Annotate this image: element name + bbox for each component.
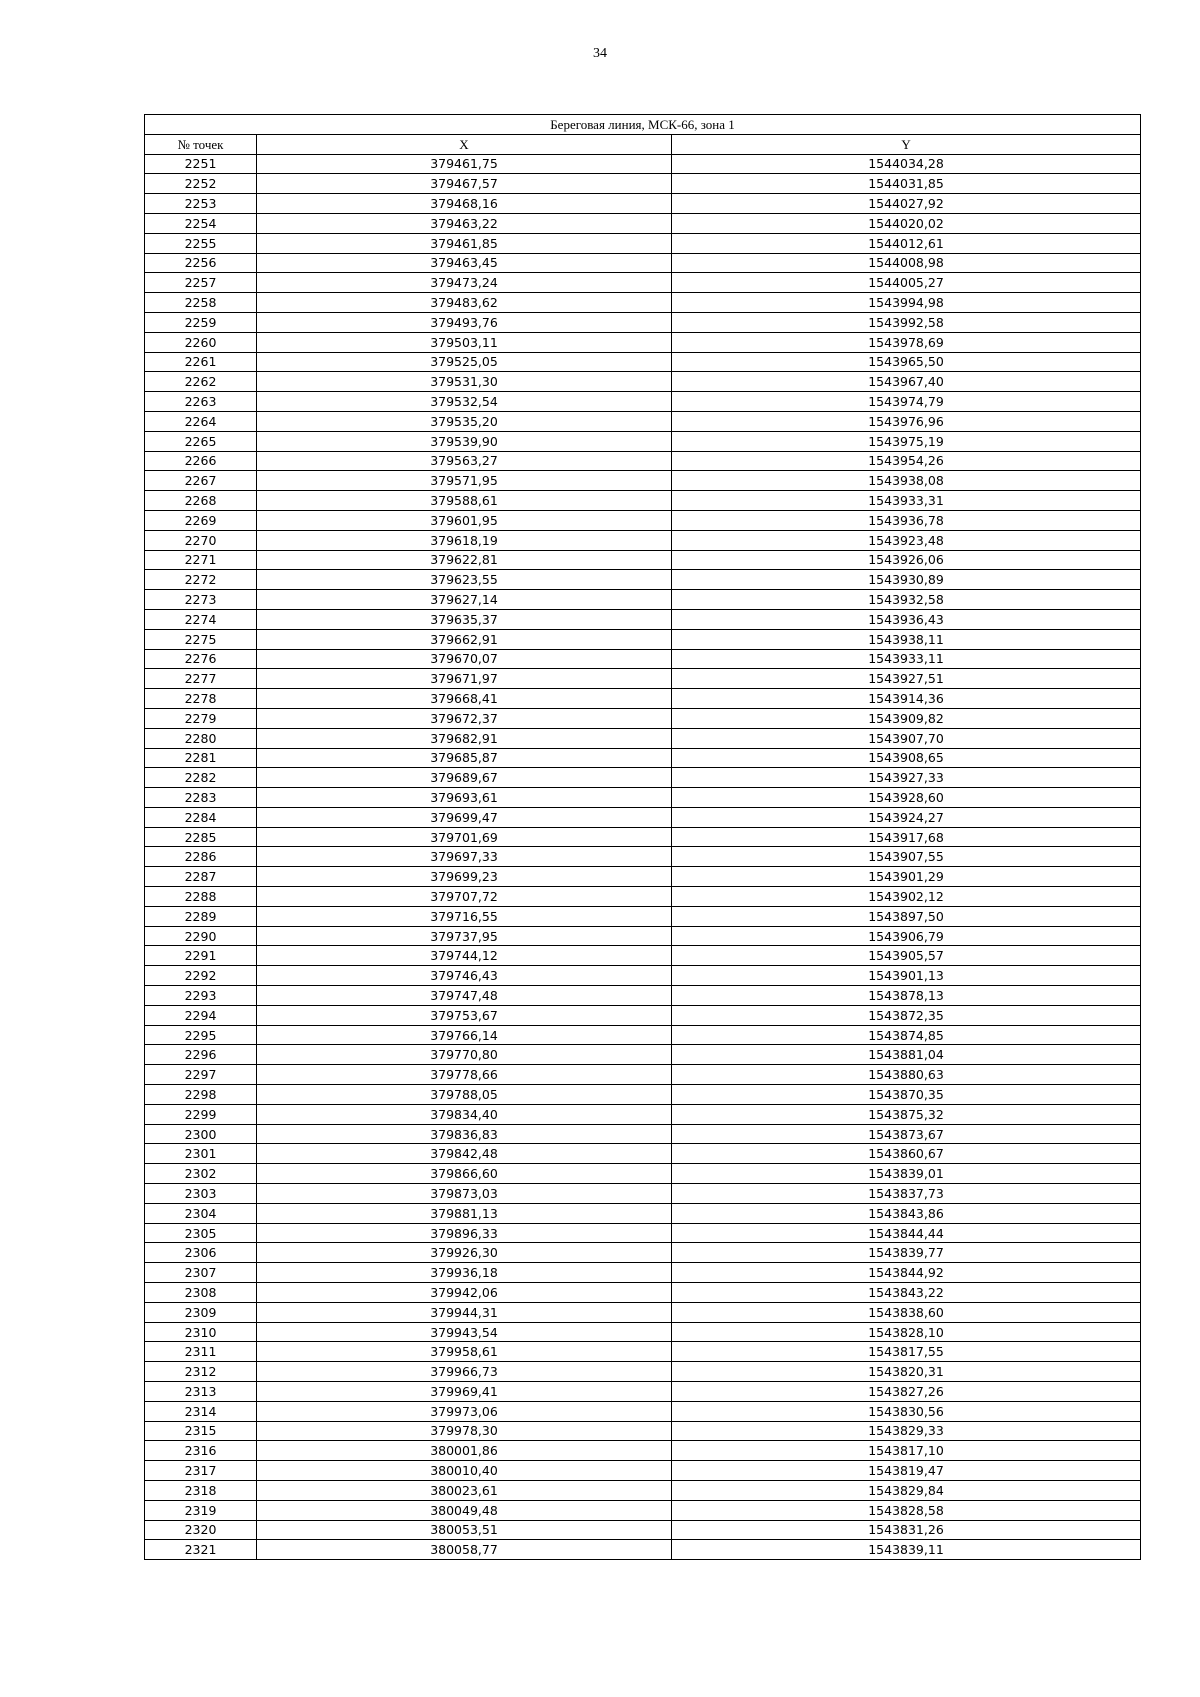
cell-x: 379685,87 [257, 748, 672, 768]
cell-x: 379747,48 [257, 986, 672, 1006]
cell-x: 380010,40 [257, 1461, 672, 1481]
table-row [145, 986, 1141, 1006]
cell-y: 1543923,48 [672, 530, 1141, 550]
cell-x: 379671,97 [257, 669, 672, 689]
cell-point-number: 2272 [145, 570, 257, 590]
cell-point-number: 2302 [145, 1164, 257, 1184]
table-body [145, 154, 1141, 1560]
table-title: Береговая линия, МСК-66, зона 1 [145, 115, 1141, 135]
cell-y: 1543819,47 [672, 1461, 1141, 1481]
table-row [145, 609, 1141, 629]
cell-y: 1543914,36 [672, 689, 1141, 709]
table-row [145, 1401, 1141, 1421]
cell-x: 379966,73 [257, 1362, 672, 1382]
cell-x: 379866,60 [257, 1164, 672, 1184]
cell-point-number: 2294 [145, 1005, 257, 1025]
cell-y: 1543897,50 [672, 906, 1141, 926]
cell-point-number: 2285 [145, 827, 257, 847]
cell-point-number: 2300 [145, 1124, 257, 1144]
table-row [145, 233, 1141, 253]
cell-x: 379842,48 [257, 1144, 672, 1164]
cell-point-number: 2276 [145, 649, 257, 669]
cell-y: 1543878,13 [672, 986, 1141, 1006]
cell-point-number: 2253 [145, 194, 257, 214]
cell-y: 1544008,98 [672, 253, 1141, 273]
cell-point-number: 2290 [145, 926, 257, 946]
table-row [145, 213, 1141, 233]
cell-point-number: 2282 [145, 768, 257, 788]
table-row [145, 748, 1141, 768]
cell-x: 379618,19 [257, 530, 672, 550]
cell-y: 1544012,61 [672, 233, 1141, 253]
table-row [145, 1441, 1141, 1461]
cell-y: 1543936,78 [672, 510, 1141, 530]
cell-y: 1543817,10 [672, 1441, 1141, 1461]
cell-x: 379969,41 [257, 1382, 672, 1402]
cell-x: 379622,81 [257, 550, 672, 570]
table-row [145, 590, 1141, 610]
cell-point-number: 2257 [145, 273, 257, 293]
cell-point-number: 2252 [145, 174, 257, 194]
table-row [145, 1540, 1141, 1560]
cell-x: 380023,61 [257, 1480, 672, 1500]
cell-y: 1543844,92 [672, 1263, 1141, 1283]
table-row [145, 1164, 1141, 1184]
cell-point-number: 2310 [145, 1322, 257, 1342]
cell-y: 1543965,50 [672, 352, 1141, 372]
cell-point-number: 2288 [145, 887, 257, 907]
table-row [145, 788, 1141, 808]
cell-point-number: 2319 [145, 1500, 257, 1520]
table-row [145, 1362, 1141, 1382]
cell-x: 379670,07 [257, 649, 672, 669]
column-header-point-number: № точек [145, 134, 257, 154]
cell-x: 379467,57 [257, 174, 672, 194]
cell-point-number: 2277 [145, 669, 257, 689]
cell-point-number: 2306 [145, 1243, 257, 1263]
cell-point-number: 2305 [145, 1223, 257, 1243]
table-row [145, 1124, 1141, 1144]
table-row [145, 1322, 1141, 1342]
table-row [145, 946, 1141, 966]
table-row [145, 174, 1141, 194]
cell-y: 1543930,89 [672, 570, 1141, 590]
cell-x: 379697,33 [257, 847, 672, 867]
cell-y: 1543828,10 [672, 1322, 1141, 1342]
table-row [145, 1005, 1141, 1025]
cell-point-number: 2311 [145, 1342, 257, 1362]
cell-x: 379635,37 [257, 609, 672, 629]
cell-y: 1543917,68 [672, 827, 1141, 847]
cell-point-number: 2273 [145, 590, 257, 610]
cell-y: 1543881,04 [672, 1045, 1141, 1065]
cell-x: 379588,61 [257, 491, 672, 511]
cell-y: 1543938,08 [672, 471, 1141, 491]
table-row [145, 867, 1141, 887]
cell-y: 1544005,27 [672, 273, 1141, 293]
cell-y: 1543901,13 [672, 966, 1141, 986]
cell-y: 1543875,32 [672, 1104, 1141, 1124]
cell-y: 1543838,60 [672, 1302, 1141, 1322]
cell-point-number: 2287 [145, 867, 257, 887]
cell-y: 1543932,58 [672, 590, 1141, 610]
page-number: 34 [593, 46, 607, 61]
cell-x: 379689,67 [257, 768, 672, 788]
cell-point-number: 2281 [145, 748, 257, 768]
cell-point-number: 2268 [145, 491, 257, 511]
cell-y: 1543839,11 [672, 1540, 1141, 1560]
cell-y: 1543954,26 [672, 451, 1141, 471]
cell-point-number: 2267 [145, 471, 257, 491]
cell-point-number: 2263 [145, 392, 257, 412]
cell-x: 379707,72 [257, 887, 672, 907]
cell-x: 379834,40 [257, 1104, 672, 1124]
cell-x: 379662,91 [257, 629, 672, 649]
cell-x: 379493,76 [257, 312, 672, 332]
table-row [145, 293, 1141, 313]
cell-point-number: 2254 [145, 213, 257, 233]
cell-point-number: 2312 [145, 1362, 257, 1382]
cell-y: 1543828,58 [672, 1500, 1141, 1520]
table-row [145, 1480, 1141, 1500]
cell-x: 379753,67 [257, 1005, 672, 1025]
table-row [145, 906, 1141, 926]
table-row [145, 926, 1141, 946]
cell-point-number: 2274 [145, 609, 257, 629]
table-row [145, 550, 1141, 570]
table-row [145, 1342, 1141, 1362]
table-row [145, 194, 1141, 214]
cell-point-number: 2270 [145, 530, 257, 550]
cell-x: 379699,23 [257, 867, 672, 887]
cell-y: 1543872,35 [672, 1005, 1141, 1025]
table-row [145, 807, 1141, 827]
table-row [145, 708, 1141, 728]
cell-y: 1543992,58 [672, 312, 1141, 332]
cell-point-number: 2313 [145, 1382, 257, 1402]
cell-y: 1543873,67 [672, 1124, 1141, 1144]
table-row [145, 649, 1141, 669]
coordinates-table [144, 114, 1141, 1560]
cell-y: 1543860,67 [672, 1144, 1141, 1164]
cell-x: 379936,18 [257, 1263, 672, 1283]
cell-y: 1544027,92 [672, 194, 1141, 214]
cell-x: 379483,62 [257, 293, 672, 313]
cell-x: 379699,47 [257, 807, 672, 827]
table-row [145, 510, 1141, 530]
cell-x: 379473,24 [257, 273, 672, 293]
table-row [145, 1243, 1141, 1263]
cell-x: 379563,27 [257, 451, 672, 471]
cell-x: 379873,03 [257, 1184, 672, 1204]
cell-y: 1543976,96 [672, 411, 1141, 431]
table-row [145, 411, 1141, 431]
cell-y: 1543820,31 [672, 1362, 1141, 1382]
cell-y: 1543909,82 [672, 708, 1141, 728]
table-row [145, 1302, 1141, 1322]
cell-point-number: 2275 [145, 629, 257, 649]
cell-x: 379693,61 [257, 788, 672, 808]
cell-point-number: 2307 [145, 1263, 257, 1283]
cell-point-number: 2278 [145, 689, 257, 709]
table-row [145, 1203, 1141, 1223]
cell-point-number: 2289 [145, 906, 257, 926]
cell-y: 1544031,85 [672, 174, 1141, 194]
cell-y: 1543924,27 [672, 807, 1141, 827]
cell-y: 1543908,65 [672, 748, 1141, 768]
cell-x: 379463,45 [257, 253, 672, 273]
cell-x: 379532,54 [257, 392, 672, 412]
cell-x: 379836,83 [257, 1124, 672, 1144]
cell-y: 1543843,22 [672, 1283, 1141, 1303]
table-row [145, 491, 1141, 511]
cell-x: 379461,75 [257, 154, 672, 174]
cell-x: 379978,30 [257, 1421, 672, 1441]
table-row [145, 1263, 1141, 1283]
cell-x: 379746,43 [257, 966, 672, 986]
cell-y: 1543905,57 [672, 946, 1141, 966]
cell-x: 379926,30 [257, 1243, 672, 1263]
cell-y: 1543927,51 [672, 669, 1141, 689]
cell-y: 1543994,98 [672, 293, 1141, 313]
cell-point-number: 2293 [145, 986, 257, 1006]
cell-point-number: 2297 [145, 1065, 257, 1085]
cell-point-number: 2303 [145, 1184, 257, 1204]
cell-y: 1543907,55 [672, 847, 1141, 867]
cell-point-number: 2296 [145, 1045, 257, 1065]
cell-point-number: 2259 [145, 312, 257, 332]
table-row [145, 689, 1141, 709]
table-row [145, 1520, 1141, 1540]
table-row [145, 253, 1141, 273]
table-header-row [145, 134, 1141, 154]
table-row [145, 1283, 1141, 1303]
cell-x: 379778,66 [257, 1065, 672, 1085]
table-row [145, 629, 1141, 649]
cell-point-number: 2295 [145, 1025, 257, 1045]
cell-point-number: 2298 [145, 1085, 257, 1105]
cell-x: 379701,69 [257, 827, 672, 847]
cell-x: 379535,20 [257, 411, 672, 431]
cell-y: 1544020,02 [672, 213, 1141, 233]
cell-x: 379973,06 [257, 1401, 672, 1421]
cell-x: 380049,48 [257, 1500, 672, 1520]
table-row [145, 1500, 1141, 1520]
cell-y: 1543831,26 [672, 1520, 1141, 1540]
table-row [145, 570, 1141, 590]
cell-x: 379623,55 [257, 570, 672, 590]
cell-x: 379788,05 [257, 1085, 672, 1105]
table-row [145, 372, 1141, 392]
table-row [145, 154, 1141, 174]
cell-y: 1543967,40 [672, 372, 1141, 392]
cell-x: 379744,12 [257, 946, 672, 966]
cell-y: 1543874,85 [672, 1025, 1141, 1045]
cell-point-number: 2315 [145, 1421, 257, 1441]
table-row [145, 451, 1141, 471]
cell-y: 1543844,44 [672, 1223, 1141, 1243]
cell-x: 379958,61 [257, 1342, 672, 1362]
cell-point-number: 2269 [145, 510, 257, 530]
cell-point-number: 2317 [145, 1461, 257, 1481]
table-row [145, 728, 1141, 748]
cell-y: 1543933,11 [672, 649, 1141, 669]
cell-x: 379942,06 [257, 1283, 672, 1303]
cell-y: 1543936,43 [672, 609, 1141, 629]
cell-y: 1543978,69 [672, 332, 1141, 352]
cell-x: 379668,41 [257, 689, 672, 709]
table-row [145, 273, 1141, 293]
cell-point-number: 2271 [145, 550, 257, 570]
cell-x: 379627,14 [257, 590, 672, 610]
cell-point-number: 2292 [145, 966, 257, 986]
cell-y: 1543927,33 [672, 768, 1141, 788]
cell-point-number: 2301 [145, 1144, 257, 1164]
table-row [145, 827, 1141, 847]
table-row [145, 1223, 1141, 1243]
cell-x: 380053,51 [257, 1520, 672, 1540]
cell-point-number: 2299 [145, 1104, 257, 1124]
cell-x: 379770,80 [257, 1045, 672, 1065]
cell-y: 1543829,33 [672, 1421, 1141, 1441]
cell-point-number: 2291 [145, 946, 257, 966]
table-row [145, 1025, 1141, 1045]
cell-x: 379943,54 [257, 1322, 672, 1342]
cell-x: 380058,77 [257, 1540, 672, 1560]
cell-x: 379468,16 [257, 194, 672, 214]
cell-point-number: 2280 [145, 728, 257, 748]
cell-x: 379737,95 [257, 926, 672, 946]
cell-x: 379531,30 [257, 372, 672, 392]
cell-y: 1543901,29 [672, 867, 1141, 887]
cell-y: 1543928,60 [672, 788, 1141, 808]
cell-x: 379672,37 [257, 708, 672, 728]
table-row [145, 847, 1141, 867]
cell-x: 379766,14 [257, 1025, 672, 1045]
cell-point-number: 2314 [145, 1401, 257, 1421]
cell-point-number: 2264 [145, 411, 257, 431]
cell-y: 1543837,73 [672, 1184, 1141, 1204]
table-row [145, 1085, 1141, 1105]
cell-x: 379463,22 [257, 213, 672, 233]
cell-y: 1544034,28 [672, 154, 1141, 174]
cell-y: 1543839,01 [672, 1164, 1141, 1184]
cell-x: 379601,95 [257, 510, 672, 530]
cell-y: 1543933,31 [672, 491, 1141, 511]
table-row [145, 1421, 1141, 1441]
cell-y: 1543827,26 [672, 1382, 1141, 1402]
cell-point-number: 2255 [145, 233, 257, 253]
cell-point-number: 2258 [145, 293, 257, 313]
cell-y: 1543870,35 [672, 1085, 1141, 1105]
table-row [145, 1461, 1141, 1481]
table-row [145, 352, 1141, 372]
cell-point-number: 2279 [145, 708, 257, 728]
cell-x: 379682,91 [257, 728, 672, 748]
table-row [145, 431, 1141, 451]
table-row [145, 392, 1141, 412]
table-row [145, 966, 1141, 986]
table-row [145, 1045, 1141, 1065]
table-row [145, 1065, 1141, 1085]
cell-point-number: 2260 [145, 332, 257, 352]
cell-point-number: 2320 [145, 1520, 257, 1540]
cell-point-number: 2265 [145, 431, 257, 451]
table-row [145, 332, 1141, 352]
cell-y: 1543902,12 [672, 887, 1141, 907]
cell-x: 379525,05 [257, 352, 672, 372]
cell-y: 1543907,70 [672, 728, 1141, 748]
table-row [145, 768, 1141, 788]
cell-y: 1543975,19 [672, 431, 1141, 451]
cell-point-number: 2318 [145, 1480, 257, 1500]
table-title-row [145, 115, 1141, 135]
cell-point-number: 2251 [145, 154, 257, 174]
cell-point-number: 2284 [145, 807, 257, 827]
cell-x: 379503,11 [257, 332, 672, 352]
table-row [145, 1184, 1141, 1204]
cell-point-number: 2283 [145, 788, 257, 808]
table-row [145, 471, 1141, 491]
cell-y: 1543926,06 [672, 550, 1141, 570]
table-row [145, 312, 1141, 332]
cell-point-number: 2304 [145, 1203, 257, 1223]
cell-y: 1543830,56 [672, 1401, 1141, 1421]
cell-point-number: 2286 [145, 847, 257, 867]
cell-y: 1543880,63 [672, 1065, 1141, 1085]
table-row [145, 530, 1141, 550]
table-row [145, 1104, 1141, 1124]
cell-x: 379881,13 [257, 1203, 672, 1223]
cell-y: 1543817,55 [672, 1342, 1141, 1362]
cell-x: 380001,86 [257, 1441, 672, 1461]
cell-point-number: 2316 [145, 1441, 257, 1461]
cell-x: 379716,55 [257, 906, 672, 926]
column-header-y: Y [672, 134, 1141, 154]
cell-y: 1543906,79 [672, 926, 1141, 946]
cell-y: 1543839,77 [672, 1243, 1141, 1263]
cell-x: 379539,90 [257, 431, 672, 451]
table-row [145, 1144, 1141, 1164]
cell-point-number: 2309 [145, 1302, 257, 1322]
cell-y: 1543843,86 [672, 1203, 1141, 1223]
column-header-x: X [257, 134, 672, 154]
cell-point-number: 2321 [145, 1540, 257, 1560]
table-row [145, 887, 1141, 907]
cell-point-number: 2308 [145, 1283, 257, 1303]
cell-y: 1543829,84 [672, 1480, 1141, 1500]
cell-x: 379944,31 [257, 1302, 672, 1322]
cell-x: 379896,33 [257, 1223, 672, 1243]
cell-x: 379461,85 [257, 233, 672, 253]
table-row [145, 1382, 1141, 1402]
cell-y: 1543974,79 [672, 392, 1141, 412]
cell-point-number: 2261 [145, 352, 257, 372]
table-row [145, 669, 1141, 689]
cell-y: 1543938,11 [672, 629, 1141, 649]
cell-point-number: 2262 [145, 372, 257, 392]
cell-point-number: 2256 [145, 253, 257, 273]
cell-x: 379571,95 [257, 471, 672, 491]
cell-point-number: 2266 [145, 451, 257, 471]
